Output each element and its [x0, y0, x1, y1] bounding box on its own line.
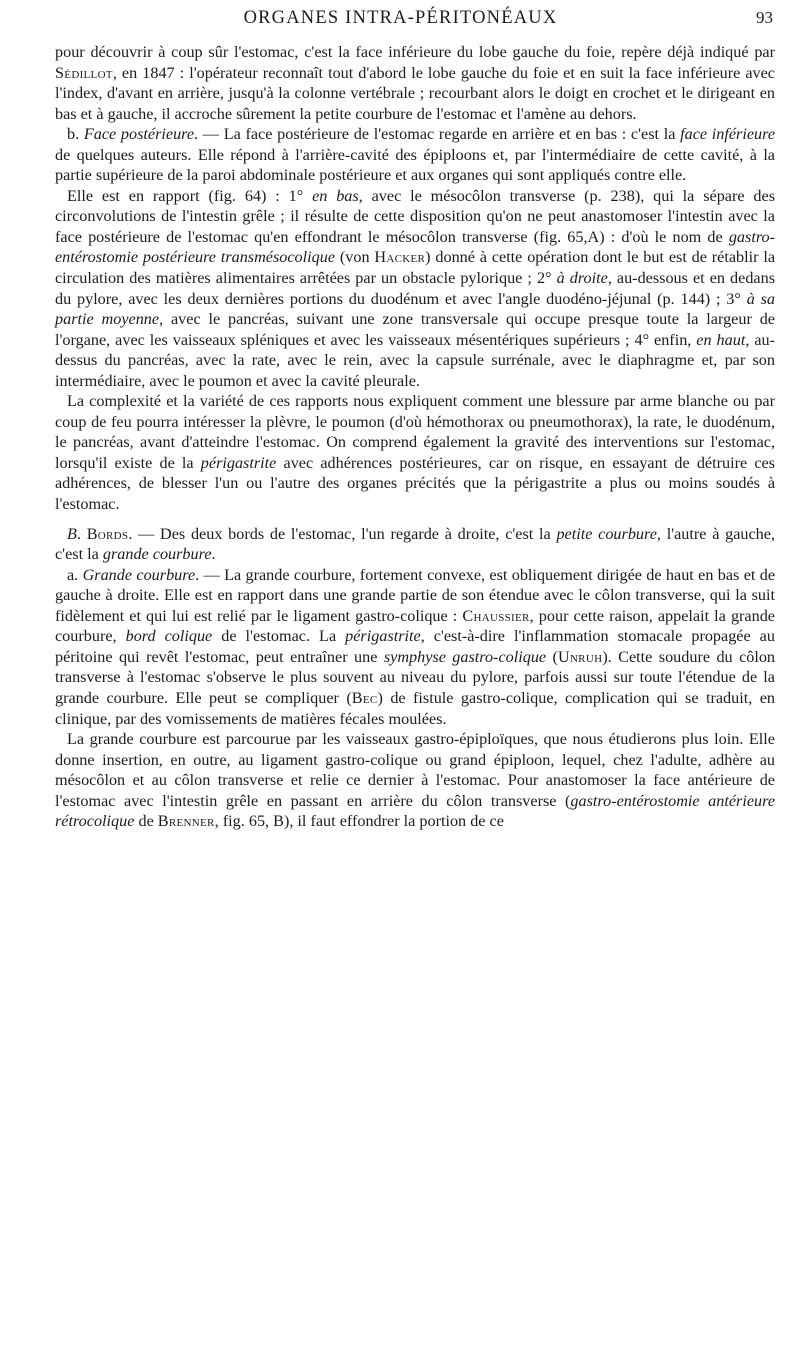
text-run: ) donné à cette opération dont le but est de rétablir la circulation des matières alimentaires arrêtées par un obstacle pylorique ; 2°	[55, 248, 776, 288]
page-number: 93	[756, 8, 773, 27]
paragraph-p7	[55, 729, 775, 832]
author-name: Chaussier	[462, 606, 530, 625]
author-name: Bords	[86, 524, 129, 543]
italic-run: gastro-entérostomie antérieure rétrocolique	[55, 791, 776, 831]
italic-run: Grande courbure	[82, 565, 196, 584]
text-run: b.	[67, 125, 84, 144]
text-run: La complexité et la variété de ces rapports nous expliquent comment une blessure par arme blanche ou par coup de feu pourra intéresser la plèvre, le poumon (d'où hémothorax ou pneumothorax), la rate, le duodénum, le pancréas, avant d'atteindre l'estomac. On comprend également la gravité des interventions sur l'estomac, lorsqu'il existe de la	[55, 392, 775, 472]
running-title: ORGANES INTRA-PÉRITONÉAUX	[243, 8, 558, 28]
author-name: Brenner	[157, 812, 215, 831]
text-run: de quelques auteurs. Elle répond à l'arrière-cavité des épiploons et, par l'intermédiaire de cette cavité, à la partie supérieure de la paroi abdominale postérieure et aux organes qui sont appliqués contre elle.	[55, 145, 775, 185]
text-run: ) de fistule gastro-colique, complication qui se traduit, en clinique, par des vomissements de matières fécales moulées.	[55, 688, 775, 728]
text-run: . — Des deux bords de l'estomac, l'un regarde à droite, c'est la	[128, 524, 557, 543]
page-header	[0, 6, 801, 32]
author-name: Bec	[351, 688, 378, 707]
text-run: Elle est en rapport (fig. 64) : 1°	[67, 186, 313, 205]
text-run: a.	[67, 565, 83, 584]
paragraph-p5	[55, 524, 775, 565]
text-run: pour découvrir à coup sûr l'estomac, c'est la face inférieure du lobe gauche du foie, repère déjà indiqué par	[55, 43, 775, 61]
text-run: .	[76, 524, 87, 543]
italic-run: gastro-entérostomie postérieure transmésocolique	[55, 227, 775, 267]
text-run: avec adhérences postérieures, car on risque, en essayant de détruire ces adhérences, de blesser l'un ou l'autre des organes précités que la périgastrite a plus ou moins soudés à l'estomac.	[55, 453, 775, 514]
paragraph-p6	[55, 565, 775, 729]
italic-run: petite courbure	[556, 524, 657, 543]
italic-run: bord colique	[125, 627, 213, 646]
text-run: . — La grande courbure, fortement convexe, est obliquement dirigée de haut en bas et de gauche à droite. Elle est en rapport dans une grande partie de son étendue avec le côlon transverse, qui la suit fidèlement et qui lui est relié par le ligament gastro-colique :	[55, 565, 775, 625]
author-name: Hacker	[374, 248, 426, 267]
text-run: (von	[335, 248, 375, 267]
text-run: , avec le pancréas, suivant une zone transversale qui occupe presque toute la largeur de l'organe, avec les vaisseaux spléniques et avec les vaisseaux mésentériques supérieurs ; 4° enfin,	[55, 310, 775, 349]
italic-run: Face postérieure	[83, 125, 195, 144]
text-run: , c'est-à-dire l'inflammation stomacale propagée au péritoine qui revêt l'estomac, peut entraîner une	[55, 627, 775, 666]
text-run: , l'autre à gauche, c'est la	[55, 524, 776, 564]
italic-run: B	[67, 524, 77, 543]
italic-run: en haut	[696, 330, 746, 349]
text-run: .	[211, 545, 216, 564]
italic-run: grande courbure	[102, 545, 212, 564]
italic-run: à droite	[556, 269, 608, 288]
text-run: de	[134, 812, 158, 831]
text-run: , au-dessous et en dedans du pylore, avec les deux dernières portions du duodénum et avec l'angle duodéno-jéjunal (p. 144) ; 3°	[55, 269, 775, 308]
text-run: (	[546, 647, 558, 666]
text-run: La grande courbure est parcourue par les vaisseaux gastro-épiploïques, que nous étudierons plus loin. Elle donne insertion, en outre, au ligament gastro-colique ou grand épiploon, lequel, chez l'adulte, adhère au mésocôlon et au côlon transverse et relie ce dernier à l'estomac. Pour anastomoser la face antérieure de l'estomac avec l'intestin grêle en passant en arrière du côlon transverse (	[55, 730, 775, 810]
paragraph-p1	[55, 42, 775, 124]
text-run: , au-dessus du pancréas, avec la rate, avec le rein, avec la capsule surrénale, avec le diaphragme et, par son intermédiaire, avec le poumon et avec la cavité pleurale.	[55, 330, 776, 390]
text-run: . — La face postérieure de l'estomac regarde en arrière et en bas : c'est la	[194, 125, 681, 144]
paragraph-p2	[55, 124, 775, 186]
text-run: ). Cette soudure du côlon transverse à l'estomac s'observe le plus souvent au niveau du pylore, parfois aussi sur toute l'étendue de la grande courbure. Elle peut se compliquer (	[55, 647, 776, 707]
text-run: de l'estomac. La	[212, 627, 346, 646]
text-run: , pour cette raison, appelait la grande courbure,	[55, 606, 775, 646]
body-text	[55, 42, 775, 832]
text-run: , fig. 65, B), il faut effondrer la portion de ce	[214, 812, 504, 831]
text-run: , avec le mésocôlon transverse (p. 238), qui la sépare des circonvolutions de l'intestin grêle ; il résulte de cette disposition qu'on ne peut anastomoser l'intestin avec la face postérieure de l'estomac qu'en effondrant le mésocôlon transverse (fig. 65,A) : d'où le nom de	[55, 186, 776, 246]
paragraph-p4	[55, 391, 775, 514]
text-run: , en 1847 : l'opérateur reconnaît tout d'abord le lobe gauche du foie et en suit la face inférieure avec l'index, d'avant en arrière, jusqu'à la colonne vertébrale ; recourbant alors le doigt en crochet et le dirigeant en bas et à gauche, il accroche sûrement la petite courbure de l'estomac et l'amène au dehors.	[55, 63, 775, 123]
italic-run: périgastrite	[200, 453, 277, 472]
author-name: Sédillot	[55, 63, 113, 82]
italic-run: à sa partie moyenne	[55, 289, 775, 329]
italic-run: symphyse gastro-colique	[383, 647, 547, 666]
paragraph-p3	[55, 186, 775, 391]
italic-run: face inférieure	[680, 125, 776, 144]
author-name: Unruh	[557, 647, 603, 666]
italic-run: périgastrite	[345, 627, 421, 646]
italic-run: en bas	[312, 186, 359, 205]
